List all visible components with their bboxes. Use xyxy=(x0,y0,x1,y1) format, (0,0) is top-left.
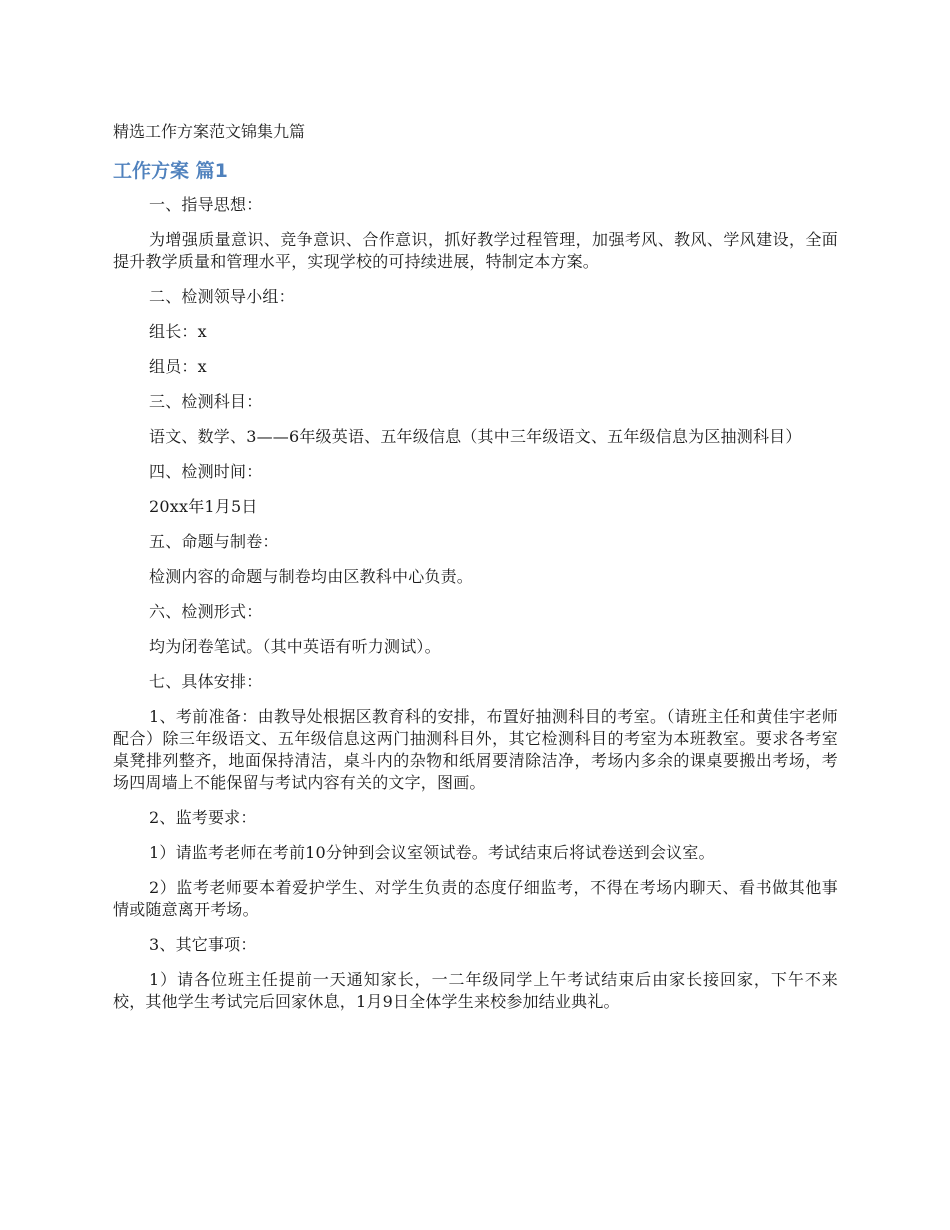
document-body xyxy=(113,194,838,1013)
section-heading: 工作方案 篇1 xyxy=(113,160,228,182)
paragraph: 3、其它事项： xyxy=(149,935,257,954)
paragraph: 七、具体安排： xyxy=(149,672,263,691)
paragraph: 1）请各位班主任提前一天通知家长，一二年级同学上午考试结束后由家长接回家，下午不来校，其他学生考试完后回家休息，1月9日全体学生来校参加结业典礼。 xyxy=(113,970,838,1011)
document-page xyxy=(113,120,838,1026)
paragraph: 三、检测科目： xyxy=(149,392,263,411)
paragraph: 四、检测时间： xyxy=(149,462,263,481)
paragraph: 1、考前准备：由教导处根据区教育科的安排，布置好抽测科目的考室。（请班主任和黄佳宇老师配合）除三年级语文、五年级信息这两门抽测科目外，其它检测科目的考室为本班教室。要求各考室桌凳排列整齐，地面保持清洁，桌斗内的杂物和纸屑要清除洁净，考场内多余的课桌要搬出考场，考场四周墙上不能保留与考试内容有关的文字，图画。 xyxy=(113,707,838,792)
paragraph: 语文、数学、3——6年级英语、五年级信息（其中三年级语文、五年级信息为区抽测科目） xyxy=(149,427,802,446)
paragraph: 2、监考要求： xyxy=(149,808,257,827)
paragraph: 六、检测形式： xyxy=(149,602,263,621)
paragraph: 五、命题与制卷： xyxy=(149,532,279,551)
paragraph: 2）监考老师要本着爱护学生、对学生负责的态度仔细监考，不得在考场内聊天、看书做其他事情或随意离开考场。 xyxy=(113,878,838,919)
paragraph: 组员：x xyxy=(149,357,207,376)
paragraph: 二、检测领导小组： xyxy=(149,287,295,306)
paragraph: 20xx年1月5日 xyxy=(149,497,258,516)
paragraph: 均为闭卷笔试。（其中英语有听力测试）。 xyxy=(149,637,441,656)
paragraph: 组长：x xyxy=(149,322,207,341)
document-title: 精选工作方案范文锦集九篇 xyxy=(113,122,306,141)
paragraph: 为增强质量意识、竞争意识、合作意识，抓好教学过程管理，加强考风、教风、学风建设，全面提升教学质量和管理水平，实现学校的可持续进展，特制定本方案。 xyxy=(113,230,838,271)
paragraph: 一、指导思想： xyxy=(149,195,263,214)
paragraph: 检测内容的命题与制卷均由区教科中心负责。 xyxy=(149,567,474,586)
paragraph: 1）请监考老师在考前10分钟到会议室领试卷。考试结束后将试卷送到会议室。 xyxy=(149,843,715,862)
